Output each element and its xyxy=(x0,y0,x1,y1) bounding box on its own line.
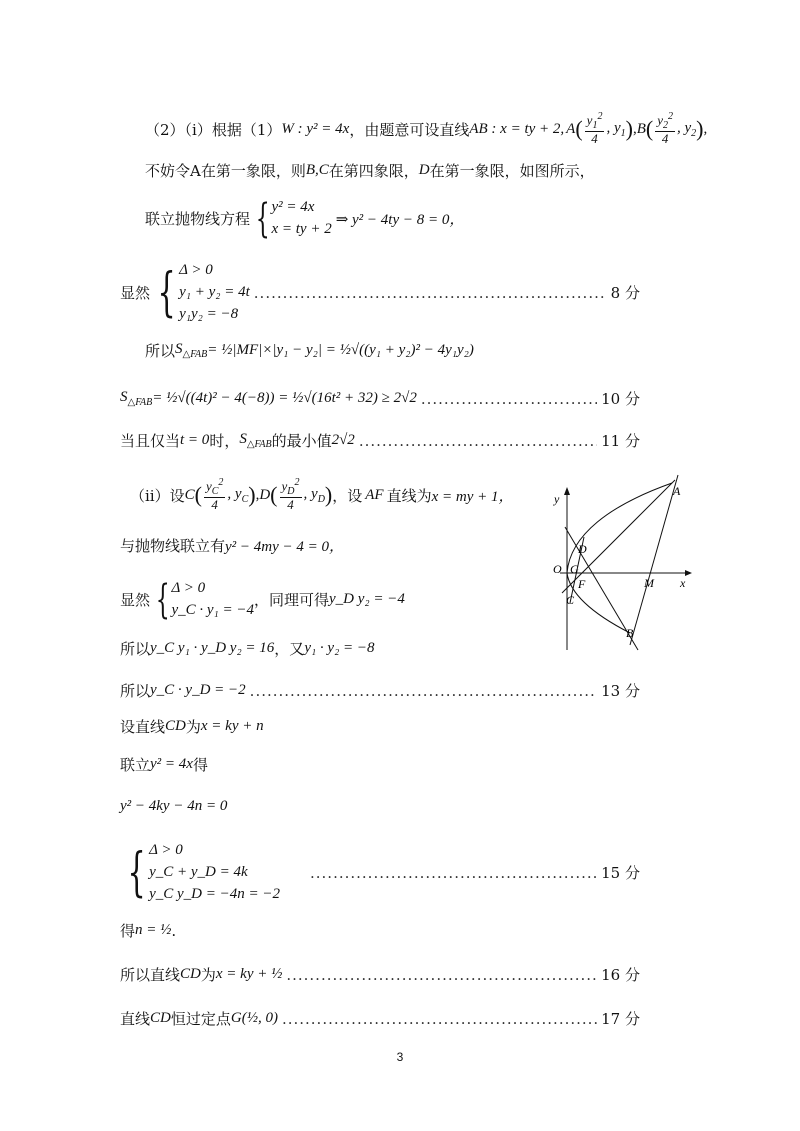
part-ii-text-12: 直线 xyxy=(120,1010,151,1028)
part-ii-text-3: 显然 xyxy=(120,591,151,610)
line-af: AF xyxy=(365,486,384,503)
sum-of-roots: y₁ + y₂ = 4t xyxy=(179,283,250,300)
n-value: n = ½ xyxy=(135,922,172,938)
parabola-figure xyxy=(540,465,700,655)
part-i-line-4: 显然 { Δ > 0 y₁ + y₂ = 4t y₁y₂ = −8 ..... 8 分 xyxy=(120,260,640,325)
label-d: D xyxy=(578,542,587,556)
part-ii-text-7: 联立 xyxy=(120,756,151,774)
product-yd-y2: y_D y₂ = −4 xyxy=(329,591,405,608)
part-i-text-3: 联立抛物线方程 xyxy=(145,210,251,229)
part-ii-text-11: 所以直线 xyxy=(120,966,181,984)
product-yc-yd-2: y_C y_D = −4n = −2 xyxy=(149,885,280,902)
score-unit: 分 xyxy=(624,284,640,303)
part-ii-text-7b: 得 xyxy=(192,756,208,774)
score-8: 8 xyxy=(610,284,621,303)
part-i-label: （2）（ⅰ）根据（1） xyxy=(145,120,282,139)
eq-cd: x = ky + n xyxy=(200,718,264,734)
part-ii-label: （ⅱ）设 xyxy=(130,486,185,505)
part-ii-text-5: 所以 xyxy=(120,682,151,700)
part-ii-text-6: 设直线 xyxy=(120,718,166,736)
eq-w: W : y² = 4x xyxy=(281,120,350,137)
eq-af: x = my + 1， xyxy=(431,488,514,505)
part-ii-text-2: 与抛物线联立有 xyxy=(120,537,226,555)
area-subscript: △FAB xyxy=(182,349,208,360)
line-cd-3: CD xyxy=(150,1010,171,1026)
system-eq-2: x = ty + 2 xyxy=(271,220,332,237)
x-axis-arrow xyxy=(685,570,692,576)
t-zero: t = 0 xyxy=(180,432,210,448)
discriminant-cond-2: Δ > 0 xyxy=(171,580,206,596)
part-ii-line-11 xyxy=(120,964,640,985)
product-minus-8: y₁ · y₂ = −8 xyxy=(304,640,375,656)
point-d: D xyxy=(418,162,430,178)
part-ii-text-1: ，设 xyxy=(332,486,363,505)
score-16: 16 xyxy=(601,966,621,984)
score-11: 11 xyxy=(601,432,621,450)
score-unit: 分 xyxy=(624,1010,640,1028)
label-o: O xyxy=(553,562,562,576)
part-ii-text-12b: 恒过定点 xyxy=(170,1010,231,1028)
part-ii-text-4b: ，又 xyxy=(274,640,305,658)
part-ii-line-1: （ⅱ）设 C ( $\frac{y_C^2}{4}$ , $y_C$ ) , D ( $\frac{y_D^2}{4}$ , $y_D$ ) ，设 AF 直线为 x = my + 1， xyxy=(130,477,514,513)
score-15: 15 xyxy=(601,864,621,883)
part-i-text-7c: 的最小值 xyxy=(271,432,332,450)
discriminant-cond-3: Δ > 0 xyxy=(149,842,183,858)
part-i-line-7: 当且仅当 t = 0 时， $S_{\triangle FAB}$ 的最小值 2√2 ..... 11 分 xyxy=(120,430,640,451)
product-yc-yd: y_C · y_D = −2 xyxy=(150,682,246,698)
quadratic-result: ⇒ y² − 4ty − 8 = 0， xyxy=(335,212,465,229)
point-a: A xyxy=(566,120,576,137)
sum-yc-yd: y_C + y_D = 4k xyxy=(149,863,248,880)
part-i-line-5: 所以 $S_{\triangle FAB}$ = ½|MF|×|y₁ − y₂| = ½√((y₁ + y₂)² − 4y₁y₂) xyxy=(145,341,474,360)
parabola-curve xyxy=(567,483,672,633)
system-eq-1: y² = 4x xyxy=(271,199,315,215)
product-16: y_C y₁ · y_D y₂ = 16 xyxy=(150,640,275,656)
label-f: F xyxy=(578,577,586,591)
discriminant-cond: Δ > 0 xyxy=(179,262,213,278)
part-ii-text-6b: 为 xyxy=(185,718,201,736)
part-i-text-1: ，由题意可设直线 xyxy=(349,120,470,139)
line-cd-2: CD xyxy=(180,966,201,982)
score-unit: 分 xyxy=(624,864,640,883)
product-yc-y1: y_C · y₁ = −4 xyxy=(171,601,254,618)
min-value: 2√2 xyxy=(331,432,355,448)
line-cd: CD xyxy=(165,718,186,734)
part-i-text-4: 显然 xyxy=(120,284,151,303)
score-unit: 分 xyxy=(624,432,640,450)
part-ii-text-11b: 为 xyxy=(200,966,216,984)
area-subscript-2: △FAB xyxy=(127,397,153,408)
eq-cd-final: x = ky + ½ xyxy=(215,966,283,982)
score-13: 13 xyxy=(601,682,621,700)
part-i-text-2b: 在第四象限， xyxy=(328,162,419,180)
eq-ab: AB : x = ty + 2, xyxy=(469,120,565,137)
part-ii-text-3b: ，同理可得 xyxy=(254,591,330,610)
quadratic-k: y² − 4ky − 4n = 0 xyxy=(120,798,228,814)
label-y: y xyxy=(554,492,560,506)
point-d-2: D xyxy=(259,486,271,503)
score-unit: 分 xyxy=(624,390,640,408)
label-g: G xyxy=(570,562,579,576)
label-m: M xyxy=(644,576,654,590)
part-ii-text-10: 得 xyxy=(120,922,136,940)
point-b: B xyxy=(636,120,646,137)
point-c: C xyxy=(184,486,195,503)
part-ii-line-10: 得 n = ½ . xyxy=(120,921,177,940)
points-bc: B,C xyxy=(305,162,329,178)
area-subscript-3: △FAB xyxy=(246,439,272,450)
part-ii-line-3: 显然 { Δ > 0 y_C · y₁ = −4 ，同理可得 y_D y₂ = −4 xyxy=(120,576,405,623)
part-i-text-5: 所以 xyxy=(145,342,176,360)
part-ii-line-7 xyxy=(120,754,640,775)
score-10: 10 xyxy=(601,390,621,408)
part-ii-line-12 xyxy=(120,1008,640,1029)
page-number: 3 xyxy=(396,1050,404,1064)
area-computation: = ½√((4t)² − 4(−8)) = ½√(16t² + 32) ≥ 2√2 xyxy=(152,390,417,406)
part-ii-line-9: { Δ > 0 y_C + y_D = 4k y_C y_D = −4n = −2 ..... 15 分 xyxy=(120,840,640,905)
part-ii-line-5 xyxy=(120,680,640,701)
score-17: 17 xyxy=(601,1010,621,1028)
label-x: x xyxy=(680,576,686,590)
score-unit: 分 xyxy=(624,966,640,984)
part-i-text-7: 当且仅当 xyxy=(120,432,181,450)
y-axis-arrow xyxy=(564,487,570,495)
part-ii-line-6 xyxy=(120,716,640,737)
part-ii-line-8 xyxy=(120,798,640,815)
fixed-point-g: G(½, 0) xyxy=(230,1010,278,1026)
part-i-line-6: $S_{\triangle FAB}$ = ½√((4t)² − 4(−8)) = ½√(16t² + 32) ≥ 2√2 ..... 10 分 xyxy=(120,388,640,409)
part-i-text-7b: 时， xyxy=(209,432,240,450)
part-ii-text-4: 所以 xyxy=(120,640,151,658)
quadratic-m: y² − 4my − 4 = 0， xyxy=(225,539,345,555)
parabola-eq: y² = 4x xyxy=(150,756,193,772)
part-i-line-3: 联立抛物线方程 { y² = 4x x = ty + 2 ⇒ y² − 4ty − 8 = 0， xyxy=(145,195,465,242)
part-i-text-2: 不妨令A在第一象限，则 xyxy=(145,162,306,180)
area-formula: = ½|MF|×|y₁ − y₂| = ½√((y₁ + y₂)² − 4y₁y₂) xyxy=(207,342,474,358)
label-b: B xyxy=(626,626,634,640)
label-a: A xyxy=(673,484,681,498)
score-unit: 分 xyxy=(624,682,640,700)
part-ii-text-1b: 直线为 xyxy=(386,486,432,505)
part-i-line-2 xyxy=(145,160,640,181)
part-i-text-2c: 在第一象限，如图所示， xyxy=(429,162,595,180)
product-of-roots: y₁y₂ = −8 xyxy=(179,305,239,322)
label-c: C xyxy=(566,593,575,607)
part-i-line-1: （2）（ⅰ）根据（1） W : y² = 4x ，由题意可设直线 AB : x = ty + 2, A ( $\frac{y_1^2}{4}$ , $y_1$ ) , B ( $\frac{y_2^2}{4}$ , $y_2$ ) , xyxy=(145,111,708,147)
